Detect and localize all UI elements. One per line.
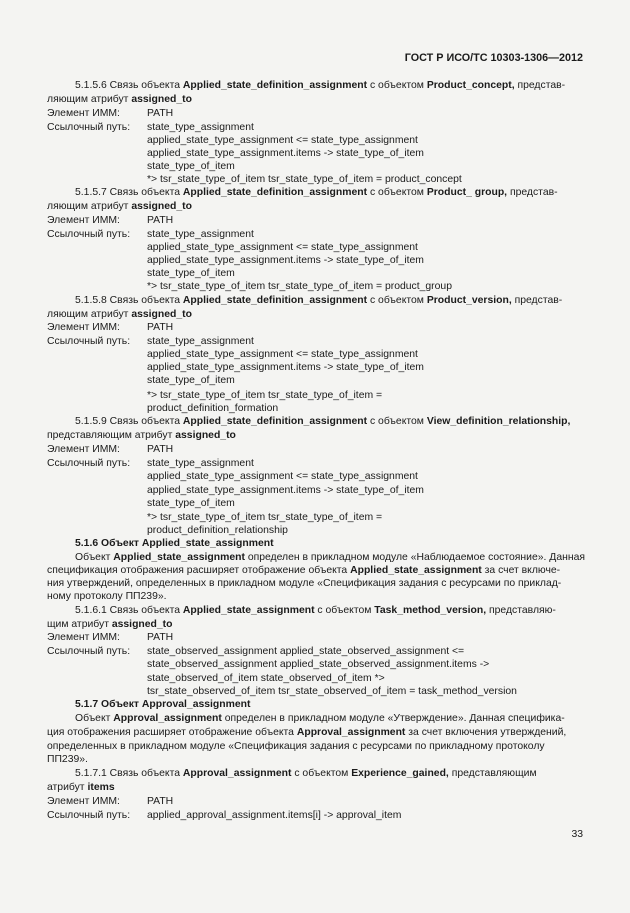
text-line <box>147 281 452 293</box>
bold-term: 5.1.6 Объект Applied_state_assignment <box>75 538 274 549</box>
text-line <box>147 632 173 644</box>
text-run: applied_state_type_assignment.items -> state_type_of_item <box>147 485 424 496</box>
text-line <box>147 458 254 470</box>
text-run: ния утверждений, определенных в прикладном модуле «Спецификация задания с ресурсами по приклад- <box>47 578 562 589</box>
text-run: представляющим атрибут <box>47 430 176 441</box>
text-run: *> tsr_state_type_of_item tsr_state_type_of_item = product_group <box>147 281 452 292</box>
text-run: Элемент ИММ: <box>47 108 120 119</box>
text-line <box>147 242 418 254</box>
text-run: state_type_of_item <box>147 375 235 386</box>
text-line <box>47 782 115 794</box>
text-run: state_type_assignment <box>147 458 254 469</box>
text-run: Объект <box>75 713 114 724</box>
text-line <box>75 295 562 307</box>
text-run: state_type_of_item <box>147 498 235 509</box>
bold-term: Product_concept, <box>426 80 515 91</box>
text-run: представляющим <box>448 768 537 779</box>
text-run: Элемент ИММ: <box>47 796 120 807</box>
text-line <box>147 498 235 510</box>
bold-term: View_definition_relationship, <box>426 416 571 427</box>
text-line <box>147 390 382 402</box>
text-line <box>147 512 382 524</box>
text-line <box>147 485 424 497</box>
text-run: PATH <box>147 632 174 643</box>
text-run: state_observed_assignment applied_state_observed_assignment.items -> <box>147 659 490 670</box>
standard-header: ГОСТ Р ИСО/ТС 10303-1306—2012 <box>404 52 583 64</box>
text-line <box>75 699 250 711</box>
text-run: ному протоколу ПП239». <box>47 591 167 602</box>
text-run: атрибут <box>47 782 88 793</box>
text-run: ляющим атрибут <box>47 94 132 105</box>
bold-term: items <box>87 782 115 793</box>
text-run: 5.1.5.9 Связь объекта <box>75 416 183 427</box>
text-line <box>47 632 120 644</box>
bold-term: Applied_state_assignment <box>350 565 482 576</box>
text-line <box>75 768 537 780</box>
bold-term: Product_version, <box>426 295 512 306</box>
text-run: state_type_assignment <box>147 336 254 347</box>
text-run: определен в прикладном модуле «Утверждение». Данная специфика- <box>221 713 565 724</box>
bold-term: Applied_state_assignment <box>113 552 245 563</box>
text-line <box>147 444 173 456</box>
text-run: Ссылочный путь: <box>47 229 131 240</box>
text-line <box>147 403 278 415</box>
text-run: applied_state_type_assignment.items -> state_type_of_item <box>147 148 424 159</box>
text-run: applied_state_type_assignment.items -> state_type_of_item <box>147 255 424 266</box>
bold-term: Applied_state_assignment <box>182 605 315 616</box>
text-run: Элемент ИММ: <box>47 322 120 333</box>
text-run: applied_state_type_assignment <= state_type_assignment <box>147 349 418 360</box>
text-run: applied_state_type_assignment.items -> state_type_of_item <box>147 362 424 373</box>
text-line <box>47 646 130 658</box>
text-run: state_type_assignment <box>147 229 254 240</box>
text-line <box>47 810 130 822</box>
text-line <box>47 201 192 213</box>
text-line <box>147 161 235 173</box>
text-run: state_observed_of_item state_observed_of_item *> <box>147 673 385 684</box>
text-line <box>147 215 173 227</box>
text-run: за счет включе- <box>481 565 561 576</box>
text-line <box>147 686 517 698</box>
bold-term: Applied_state_definition_assignment <box>182 416 368 427</box>
text-run: PATH <box>147 108 174 119</box>
text-line <box>47 430 236 442</box>
text-line <box>47 741 545 753</box>
text-run: applied_state_type_assignment <= state_type_assignment <box>147 471 418 482</box>
text-run: с объектом <box>367 416 427 427</box>
text-line <box>47 458 130 470</box>
text-line <box>47 754 88 766</box>
text-run: с объектом <box>367 187 427 198</box>
text-line <box>47 565 560 577</box>
text-line <box>47 94 192 106</box>
text-line <box>47 108 120 120</box>
bold-term: Applied_state_definition_assignment <box>182 295 368 306</box>
text-line <box>75 605 556 617</box>
text-line <box>147 336 254 348</box>
text-run: applied_state_type_assignment <= state_type_assignment <box>147 135 418 146</box>
text-run: Элемент ИММ: <box>47 632 120 643</box>
text-line <box>147 471 418 483</box>
text-run: *> tsr_state_type_of_item tsr_state_type_of_item = product_concept <box>147 174 462 185</box>
text-line <box>147 646 464 658</box>
text-line <box>47 444 120 456</box>
text-run: ция отображения расширяет отображение объекта <box>47 727 297 738</box>
text-run: Ссылочный путь: <box>47 336 131 347</box>
text-run: представ- <box>514 80 566 91</box>
text-line <box>147 122 254 134</box>
text-line <box>147 174 462 186</box>
text-run: 5.1.6.1 Связь объекта <box>75 605 183 616</box>
bold-term: assigned_to <box>131 201 192 212</box>
text-line <box>47 322 120 334</box>
text-line <box>47 122 130 134</box>
text-line <box>147 148 424 160</box>
bold-term: Experience_gained, <box>351 768 449 779</box>
bold-term: Task_method_version, <box>374 605 487 616</box>
text-run: product_definition_relationship <box>147 525 288 536</box>
text-run: ляющим атрибут <box>47 201 132 212</box>
text-line <box>147 108 173 120</box>
text-run: Элемент ИММ: <box>47 215 120 226</box>
text-run: PATH <box>147 796 174 807</box>
text-line <box>47 336 130 348</box>
text-line <box>47 727 566 739</box>
text-line <box>147 322 173 334</box>
text-run: 5.1.5.6 Связь объекта <box>75 80 183 91</box>
text-line <box>75 538 274 550</box>
text-run: Элемент ИММ: <box>47 444 120 455</box>
bold-term: assigned_to <box>175 430 236 441</box>
text-line <box>147 362 424 374</box>
text-run: спецификация отображения расширяет отображение объекта <box>47 565 351 576</box>
text-run: ляющим атрибут <box>47 309 132 320</box>
text-run: PATH <box>147 322 174 333</box>
text-line <box>75 187 558 199</box>
text-line <box>47 229 130 241</box>
text-run: product_definition_formation <box>147 403 279 414</box>
text-line <box>47 619 172 631</box>
text-line <box>47 215 120 227</box>
text-run: с объектом <box>291 768 352 779</box>
text-run: applied_approval_assignment.items[i] -> approval_item <box>147 810 402 821</box>
bold-term: Approval_assignment <box>182 768 292 779</box>
text-line <box>147 673 385 685</box>
text-line <box>47 591 167 603</box>
text-line <box>75 80 565 92</box>
text-run: tsr_state_observed_of_item tsr_state_observed_of_item = task_method_version <box>147 686 517 697</box>
bold-term: assigned_to <box>111 619 173 630</box>
text-line <box>147 659 489 671</box>
bold-term: Applied_state_definition_assignment <box>182 187 368 198</box>
bold-term: assigned_to <box>131 94 192 105</box>
text-line <box>147 796 173 808</box>
text-run: state_type_of_item <box>147 161 235 172</box>
text-run: 5.1.5.7 Связь объекта <box>75 187 183 198</box>
text-run: PATH <box>147 215 174 226</box>
text-run: определенных в прикладном модуле «Спецификация задания с ресурсами по прикладному протоколу <box>47 741 545 752</box>
text-run: представ- <box>507 187 558 198</box>
text-run: *> tsr_state_type_of_item tsr_state_type_of_item = <box>147 390 383 401</box>
text-line <box>147 375 235 387</box>
text-run: с объектом <box>367 295 427 306</box>
text-run: ПП239». <box>47 754 88 765</box>
text-run: с объектом <box>314 605 375 616</box>
text-run: *> tsr_state_type_of_item tsr_state_type_of_item = <box>147 512 383 523</box>
text-line <box>47 796 120 808</box>
text-run: 5.1.7.1 Связь объекта <box>75 768 183 779</box>
text-line <box>147 268 235 280</box>
text-line <box>75 552 585 564</box>
bold-term: Approval_assignment <box>296 727 406 738</box>
text-line <box>47 578 561 590</box>
text-run: представ- <box>511 295 563 306</box>
text-line <box>147 525 288 537</box>
bold-term: Applied_state_definition_assignment <box>182 80 368 91</box>
text-run: PATH <box>147 444 174 455</box>
text-run: Объект <box>75 552 114 563</box>
text-run: щим атрибут <box>47 619 112 630</box>
text-run: определен в прикладном модуле «Наблюдаемое состояние». Данная <box>244 552 585 563</box>
text-line <box>147 349 418 361</box>
text-run: представляю- <box>486 605 556 616</box>
text-run: applied_state_type_assignment <= state_type_assignment <box>147 242 418 253</box>
text-run: за счет включения утверждений, <box>405 727 567 738</box>
text-line <box>147 229 254 241</box>
text-run: state_observed_assignment applied_state_observed_assignment <= <box>147 646 465 657</box>
text-run: Ссылочный путь: <box>47 458 131 469</box>
bold-term: 5.1.7 Объект Approval_assignment <box>75 699 251 710</box>
bold-term: assigned_to <box>131 309 192 320</box>
text-run: с объектом <box>367 80 427 91</box>
text-line <box>75 713 565 725</box>
page-number: 33 <box>571 829 583 840</box>
text-line <box>75 416 570 428</box>
text-run: Ссылочный путь: <box>47 646 131 657</box>
text-line <box>147 135 418 147</box>
text-run: 5.1.5.8 Связь объекта <box>75 295 183 306</box>
text-line <box>147 255 424 267</box>
bold-term: Approval_assignment <box>113 713 222 724</box>
text-line <box>47 309 192 321</box>
text-run: Ссылочный путь: <box>47 122 131 133</box>
text-run: state_type_assignment <box>147 122 254 133</box>
text-line <box>147 810 401 822</box>
text-run: state_type_of_item <box>147 268 235 279</box>
text-run: Ссылочный путь: <box>47 810 131 821</box>
bold-term: Product_ group, <box>426 187 508 198</box>
